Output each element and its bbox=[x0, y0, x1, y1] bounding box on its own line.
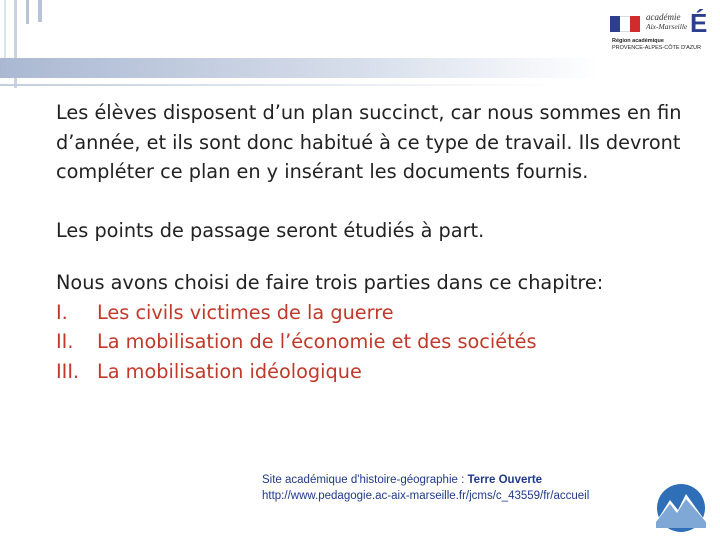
footer-site-name: Terre Ouverte bbox=[467, 474, 543, 486]
paragraph-intro: Nous avons choisi de faire trois parties dans ce chapitre: bbox=[56, 271, 604, 294]
list-item-number: I. bbox=[56, 300, 68, 324]
region-line-1: Région académique bbox=[612, 38, 664, 44]
paragraph-plan: Les élèves disposent d’un plan succinct, car nous sommes en fin d’année, et ils sont donc habitué à ce type de travail. Ils devront compléter ce plan en y insérant les documents fournis. bbox=[56, 101, 682, 183]
french-flag-icon bbox=[610, 16, 640, 32]
region-line-2: PROVENCE-ALPES-CÔTE D'AZUR bbox=[612, 44, 702, 51]
logo-letter: É bbox=[690, 8, 708, 38]
logo-region bbox=[612, 38, 701, 51]
header-band bbox=[0, 58, 600, 78]
footer-url-link[interactable]: http://www.pedagogie.ac-aix-marseille.fr/jcms/c_43559/fr/accueil bbox=[262, 490, 590, 502]
list-item-number: III. bbox=[56, 359, 80, 383]
logo-academie-text bbox=[646, 12, 687, 32]
paragraph-passage-points: Les points de passage seront étudiés à part. bbox=[56, 218, 485, 242]
list-item-label: La mobilisation de l’économie et des sociétés bbox=[97, 330, 537, 353]
list-item bbox=[56, 327, 696, 357]
decorative-bar bbox=[26, 0, 29, 24]
mountain-logo-icon bbox=[650, 482, 712, 534]
footer-site-line bbox=[262, 472, 589, 488]
header-divider bbox=[0, 84, 560, 86]
academy-logo bbox=[610, 8, 716, 54]
decorative-bar bbox=[4, 0, 6, 60]
decorative-bar bbox=[38, 0, 42, 22]
chapter-parts-list bbox=[56, 298, 696, 387]
list-item-label: La mobilisation idéologique bbox=[97, 359, 362, 383]
list-item-number: II. bbox=[56, 330, 74, 353]
footer bbox=[262, 472, 589, 504]
footer-site-prefix: Site académique d'histoire-géographie : bbox=[262, 474, 468, 486]
slide-body bbox=[56, 98, 696, 386]
logo-city: Aix-Marseille bbox=[646, 22, 688, 31]
list-item-label: Les civils victimes de la guerre bbox=[97, 300, 394, 324]
list-item bbox=[56, 357, 696, 387]
logo-academie-word: académie bbox=[646, 12, 681, 22]
list-item bbox=[56, 298, 696, 328]
